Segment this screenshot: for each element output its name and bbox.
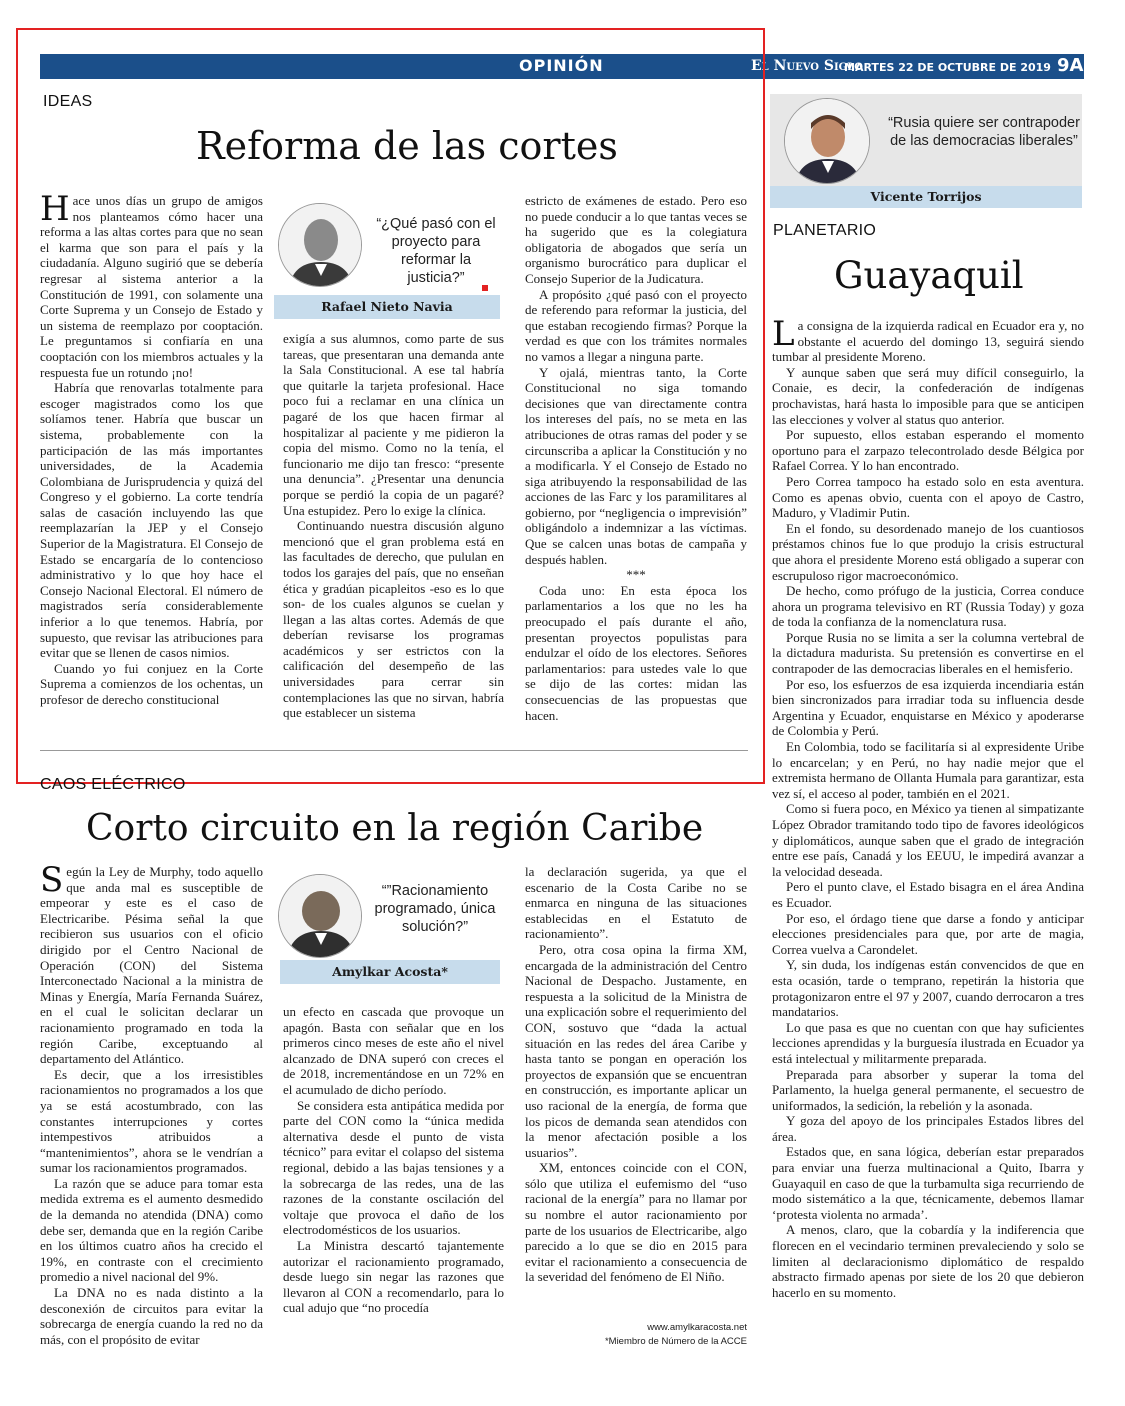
- article1-paragraph: estricto de exámenes de estado. Pero eso no puede conducir a lo que tantas veces se ha sugerido que es la colegiatura obligatoria de abogados que sería un organismo burocrático para duplicar el Consejo Superior de la Judicatura.: [525, 193, 747, 286]
- author-website: www.amylkaracosta.net: [647, 1322, 747, 1333]
- article3-paragraph: Por supuesto, ellos estaban esperando el momento oportuno para el zarpazo telecontrolado desde Bélgica por Rafael Correa. Y lo han encontrado.: [772, 427, 1084, 474]
- article3-paragraph: En el fondo, su desordenado manejo de los cuantiosos préstamos chinos fue lo que produjo la crisis estructural que ahora el presidente Moreno está obligado a superar con escrupuloso rigor macroeconómico.: [772, 520, 1084, 583]
- article2-column-2: [283, 1004, 504, 1348]
- article2-paragraph: XM, entonces coincide con el CON, sólo que utiliza el eufemismo del “uso racional de la energía” para no llamar por su nombre el autor racionamiento por parte de los usuarios de Electricaribe, algo parecido a lo que se dio en 2015 para evitar el racionamiento a consecuencia de la severidad del fenómeno de El Niño.: [525, 1160, 747, 1285]
- article3-paragraph: A menos, claro, que la cobardía y la indiferencia que florecen en el vecindario terminen prevaleciendo y solo se limiten al declaracionismo diplomático de respaldo abstracto firmado apenas por siete de los 20 que debieron hacerlo en su momento.: [772, 1222, 1084, 1300]
- author-name: Vicente Torrijos: [770, 186, 1082, 208]
- article3-headline: Guayaquil: [834, 254, 1024, 297]
- article2-kicker: CAOS ELÉCTRICO: [40, 776, 186, 793]
- article2-paragraph: Se considera esta antipática medida por parte del CON como la “única medida alternativa desde el punto de vista técnico” para evitar el colapso del sistema regional, debido a las bajas tensiones y a la sobrecarga de las redes, una de las razones de la constante oscilación del voltaje que provoca el daño de los electrodomésticos de los usuarios.: [283, 1097, 504, 1238]
- pull-quote: “¿Qué pasó con el proyecto para reformar la justicia?”: [376, 216, 496, 286]
- separator-stars: ***: [626, 567, 646, 583]
- article1-kicker: IDEAS: [43, 93, 93, 110]
- article2-paragraph: Pero, otra cosa opina la firma XM, encargada de la administración del Centro Nacional de Despacho. Justamente, en respuesta a la solicitud de la Ministra de una explicación sobre el requerimiento del CON, sostuvo que “dada la actual situación en las redes del área Caribe y hasta tanto se pongan en operación los proyectos de expansión que se encuentran en construcción, es importante aplicar un uso racional de la energía, de forma que los picos de demanda sean atendidos con la menor afectación posible a los usuarios”.: [525, 941, 747, 1160]
- pull-quote: “”Racionamiento programado, única solución?”: [374, 883, 496, 935]
- article2-headline: Corto circuito en la región Caribe: [86, 808, 704, 849]
- article3-paragraph: Por eso, el órdago tiene que darse a fondo y anticipar elecciones presidenciales para que, por arte de magia, Correa vuelva a Carondelet.: [772, 910, 1084, 957]
- article2-paragraph: La DNA no es nada distinto a la desconexión de circuitos para evitar la sobrecarga de energía cuando la red no da más, con el propósito de evitar: [40, 1285, 263, 1347]
- author-footnote: *Miembro de Número de la ACCE: [604, 1336, 747, 1347]
- article3-paragraph: Porque Rusia no se limita a ser la columna vertebral de la dictadura madurista. Su pretensión es convertirse en el contrapoder de las democracias liberales en el hemisferio.: [772, 629, 1084, 677]
- article3-paragraph: Por eso, los esfuerzos de esa izquierda incendiaria están bien sincronizados para irradiar toda su influencia desde Argentina y Ecuador, enquistarse en México y apoderarse de Colombia y Perú.: [772, 676, 1084, 739]
- dropcap: H: [40, 193, 70, 229]
- article1-paragraph: exigía a sus alumnos, como parte de sus tareas, que presentaran una demanda ante la Sala Constitucional. A ese tal habría que quitarle la tarjeta profesional. Hace poco fui a reclamar en una clínica un pagaré de los que hacen firmar al hospitalizar al paciente y me pidieron la copia del mismo. Como no la tenía, el funcionario me dijo tan fresco: “presente una denuncia”. ¿Presentar una denuncia porque se perdió la copia de un pagaré? Una estupidez. Pero lo exige la clínica.: [283, 331, 504, 518]
- article3-paragraph: Y goza del apoyo de los principales Estados libres del área.: [772, 1113, 1084, 1144]
- article1-paragraph: Coda uno: En esta época los parlamentarios a los que no les ha preocupado el país durante el año, presentan proyectos populistas para endulzar el oído de los electores. Señores parlamentarios: para ustedes vale lo que se dijo de las cortes: midan las consecuencias de las propuestas que hacen.: [525, 582, 747, 723]
- author-portrait: [278, 874, 362, 958]
- article3-paragraph: La consigna de la izquierda radical en Ecuador era y, no obstante el acuerdo del domingo 13, seguirá siendo tumbar al presidente Moreno.: [772, 318, 1084, 365]
- section-title: OPINIÓN: [519, 56, 604, 75]
- dropcap: L: [772, 318, 795, 354]
- article3-quote-box: [770, 94, 1082, 208]
- author-name: Rafael Nieto Navia: [274, 295, 500, 319]
- article2-paragraph: Es decir, que a los irresistibles racionamientos no programados a los que ya se está acostumbrado, con las constantes interrupciones y cortes intempestivos atribuidos a “mantenimientos”, ahora se le vendrían a sumar los racionamientos programados.: [40, 1066, 263, 1176]
- newspaper-name: El Nuevo Siglo: [751, 58, 863, 74]
- article3-column: [772, 318, 1084, 1350]
- article1-paragraph: Y ojalá, mientras tanto, la Corte Constitucional no siga tomando decisiones que van directamente contra los intereses del país, no se meta en las atribuciones de otras ramas del poder y se circunscriba a aplicar la Constitución y no a modificarla. Y el Consejo de Estado no siga atribuyendo la responsabilidad de las acciones de las Farc y los paramilitares al gobierno, por “negligencia o imprevisión” obligándolo a indemnizar a las víctimas. Que se calcen unas botas de campaña y después hablen.: [525, 364, 747, 567]
- portrait-image: [785, 99, 870, 184]
- article3-paragraph: De hecho, como prófugo de la justicia, Correa conduce ahora un programa televisivo en RT (Russia Today) y goza de toda la confianza de la nomenclatura rusa.: [772, 583, 1084, 630]
- article2-paragraph: La Ministra descartó tajantemente autorizar el racionamiento programado, desde luego sin negar las razones que llevaron al CON a recomendarlo, para lo cual adujo que “no procedía: [283, 1237, 504, 1316]
- article2-column-3: [525, 864, 747, 1320]
- article2-paragraph: un efecto en cascada que provoque un apagón. Basta con señalar que en los primeros cinco meses de este año el nivel alcanzado de DNA superó con creces el de 2018, incrementándose en un 72% en el acumulado de dicho período.: [283, 1004, 504, 1097]
- article3-paragraph: Estados que, en sana lógica, deberían estar preparados para enviar una fuerza multinacional a Quito, Ibarra y Guayaquil en caso de que la turbamulta siga recurriendo de modo sistemático a la que, técnicamente, debemos llamar ‘protesta violenta no armada’.: [772, 1144, 1084, 1222]
- article3-paragraph: Y, sin duda, los indígenas están convencidos de que en esta ocasión, tarde o temprano, repetirán la historia que protagonizaron entre el 97 y 2007, cuando derrocaron a tres mandatarios.: [772, 957, 1084, 1020]
- article1-paragraph: Habría que renovarlas totalmente para escoger magistrados como los que solíamos tener. Habría que buscar un sistema, probablemente con la participación de las más importantes universidades, de la Academia Colombiana de Jurisprudencia y quizá del Congreso y el gobierno. La corte tendría salas de casación incluyendo las que reemplazarían la JEP y el Consejo Superior de la Magistratura. El Consejo de Estado se encargaría de lo contencioso administrativo y lo que hoy hace el Consejo Nacional Electoral. El número de magistrados sería considerablemente inferior a lo que tenemos. Habría, por supuesto, que revisar las atribuciones para evitar que se llenen de casos nimios.: [40, 380, 263, 661]
- article3-paragraph: Preparada para absorber y superar la toma del Parlamento, la huelga general permanente, el secuestro de uniformados, la sedición, la rebelión y la asonada.: [772, 1066, 1084, 1113]
- issue-date: MARTES 22 DE OCTUBRE DE 2019: [844, 61, 1051, 74]
- article1-headline: Reforma de las cortes: [196, 124, 618, 168]
- article1-paragraph: Continuando nuestra discusión alguno mencionó que el gran problema está en las facultades de derecho, que pululan en todos los garajes del país, que no enseñan ética y gradúan picapleitos -eso es lo que son- de los cuales algunos se cuelan y llegan a las altas cortes. Además de que deberían revisarse los programas académicos y ser estrictos con la calificación del desempeño de las universidades para cerrar sin contemplaciones las que no sirvan, habría que establecer un sistema: [283, 518, 504, 721]
- article3-kicker: PLANETARIO: [773, 222, 877, 239]
- article2-paragraph: La razón que se aduce para tomar esta medida extrema es el aumento desmedido de la demanda no atendida (DNA) como debe ser, demanda que en la región Caribe en los últimos cuatro años ha crecido el 19%, en contraste con el crecimiento promedio a nivel nacional del 9%.: [40, 1175, 263, 1285]
- article2-column-1: [40, 864, 263, 1348]
- article2-paragraph: Según la Ley de Murphy, todo aquello que anda mal es susceptible de empeorar y este es el caso de Electricaribe. Pésima señal la que recibieron sus usuarios con el oficio dirigido por el Centro Nacional de Operación (CON) del Sistema Interconectado Nacional a la ministra de Minas y Energía, María Fernanda Suárez, en el cual le solicitan declarar un racionamiento programado en toda la región Caribe, exceptuando al departamento del Atlántico.: [40, 864, 263, 1067]
- highlight-frame: [16, 28, 765, 784]
- portrait-image: [279, 875, 362, 958]
- article3-paragraph: Pero el punto clave, el Estado bisagra en el área Andina es Ecuador.: [772, 879, 1084, 910]
- article3-paragraph: Como si fuera poco, en México ya tienen al simpatizante López Obrador tramitando todo tipo de favores ideológicos y diplomáticos, aunque saben que el grado de integración entre ese país, Canadá y los EEUU, le impedirá avanzar a la velocidad deseada.: [772, 801, 1084, 879]
- article3-paragraph: En Colombia, todo se facilitaría si al expresidente Uribe lo encarcelan; y en Perú, no hay nadie mejor que el extremista hermano de Ollanta Humala para garantizar, esta vez sí, el acceso al poder, también en el 2021.: [772, 739, 1084, 801]
- article1-paragraph: Hace unos días un grupo de amigos nos planteamos cómo hacer una reforma a las altas cortes para que no sean el karma que son para el país y la ciudadanía. Alguno sugirió que se debería regresar al sistema anterior a la Constitución de 1991, con solamente una Corte Suprema y un Consejo de Estado y un sistema de reemplazo por cooptación. Le preguntamos si confiaría en una cooptación con los miembros actuales y la respuesta fue un rotundo ¡no!: [40, 193, 263, 380]
- article3-paragraph: Pero Correa tampoco ha estado solo en esta aventura. Como es apenas obvio, cuenta con el apoyo de Castro, Maduro, y Vladimir Putin.: [772, 473, 1084, 521]
- article3-paragraph: Lo que pasa es que no cuentan con que hay suficientes lecciones aprendidas y la burguesía ilustrada en Ecuador ya está intelectual y militarmente preparada.: [772, 1019, 1084, 1066]
- article3-paragraph: Y aunque saben que será muy difícil conseguirlo, la Conaie, es decir, la confederación de indígenas prochavistas, hará hasta lo imposible para que se anticipen las elecciones y volver al status quo anterior.: [772, 364, 1084, 427]
- article2-quote-box: [276, 866, 500, 986]
- page-number: 9A: [1057, 55, 1084, 76]
- author-name: Amylkar Acosta*: [280, 960, 500, 984]
- article2-paragraph: la declaración sugerida, ya que el escenario de la Costa Caribe no se enmarca en ninguna de las situaciones establecidas en el Estatuto de racionamiento”.: [525, 864, 747, 942]
- author-portrait: [784, 98, 870, 184]
- pull-quote: “Rusia quiere ser contrapoder de las democracias liberales”: [888, 115, 1080, 149]
- dropcap: S: [40, 864, 64, 900]
- article1-paragraph: Cuando yo fui conjuez en la Corte Suprema a comienzos de los ochentas, un profesor de derecho constitucional: [40, 660, 263, 707]
- article1-paragraph: A propósito ¿qué pasó con el proyecto de referendo para reformar la justicia, del que estaban recogiendo firmas? Porque la verdad es que con los trámites normales no vamos a llegar a ninguna parte.: [525, 286, 747, 364]
